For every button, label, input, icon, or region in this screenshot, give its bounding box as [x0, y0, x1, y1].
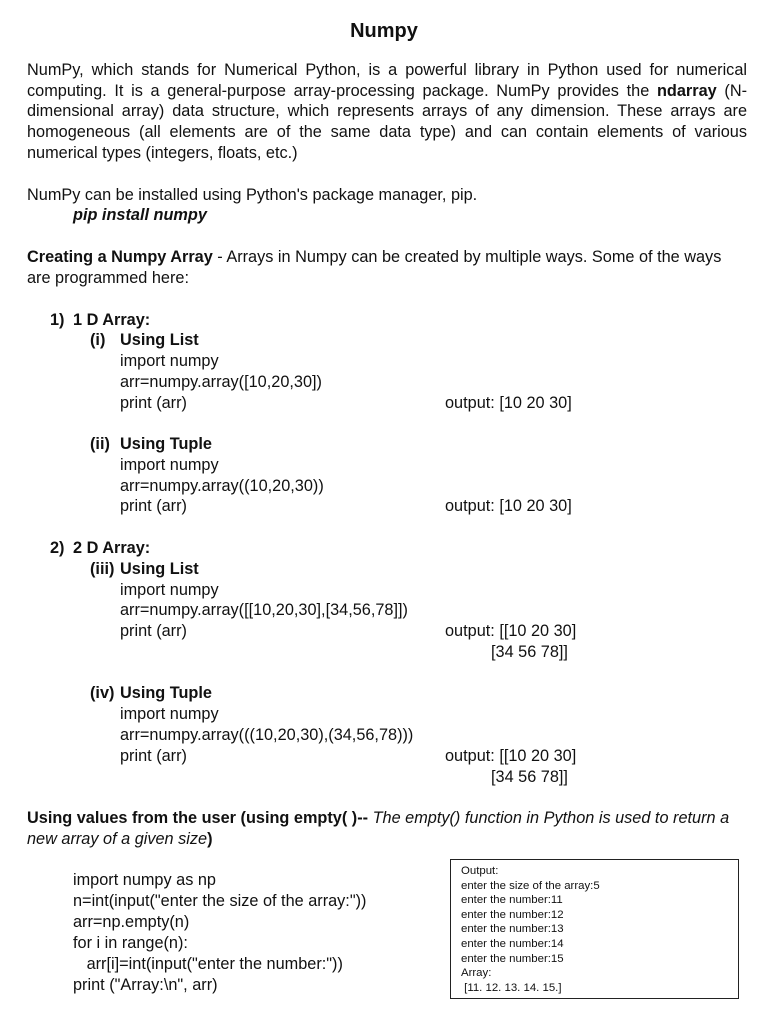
output-box-line: Output: [461, 865, 499, 877]
section1-number: 1) [50, 311, 65, 329]
output-box-line: enter the number:12 [461, 908, 564, 921]
section2-number: 2) [50, 539, 65, 557]
user-heading: Using values from the user (using empty( )-- [27, 809, 369, 827]
output-box-line: [11. 12. 13. 14. 15.] [461, 981, 562, 994]
code-line: import numpy as np [73, 871, 216, 889]
section2-sub2-title: Using Tuple [120, 684, 212, 702]
code-line: print ("Array:\n", arr) [73, 976, 218, 994]
output-box-line: enter the number:11 [461, 894, 563, 907]
code-line: import numpy [120, 352, 219, 370]
output-box-line: enter the number:15 [461, 952, 564, 965]
code-line: arr[i]=int(input("enter the number:")) [73, 955, 343, 973]
section2-sub2-label: (iv) [90, 684, 115, 702]
output-box-line: enter the number:14 [461, 937, 564, 950]
intro-ndarray: ndarray [656, 81, 717, 100]
section1-heading: 1 D Array: [73, 311, 151, 329]
output-text: output: [10 20 30] [445, 394, 572, 412]
creating-heading: Creating a Numpy Array [27, 248, 213, 266]
output-box-line: enter the size of the array:5 [461, 879, 600, 892]
code-line: import numpy [120, 581, 219, 599]
section1-sub1-title: Using List [120, 331, 199, 349]
section1-sub2-label: (ii) [90, 435, 110, 453]
section2-sub1-label: (iii) [90, 560, 115, 578]
code-line: n=int(input("enter the size of the array:")) [73, 892, 367, 910]
section2-sub1-title: Using List [120, 560, 199, 578]
page-title: Numpy [350, 20, 418, 42]
code-line: import numpy [120, 705, 219, 723]
install-command: pip install numpy [73, 206, 207, 224]
user-close-paren: ) [207, 829, 213, 848]
section1-sub2-title: Using Tuple [120, 435, 212, 453]
code-line: arr=numpy.array(((10,20,30),(34,56,78))) [120, 726, 414, 744]
code-line: arr=numpy.array([10,20,30]) [120, 373, 322, 391]
creating-text: - Arrays in Numpy can be created by multiple ways. Some of the ways are programmed here: [27, 248, 722, 287]
code-line: print (arr) [120, 622, 187, 640]
intro-text-1: NumPy, which stands for Numerical Python, is a powerful library in Python used for numerical computing. It is a general-purpose array-processing package. NumPy provides the [27, 61, 747, 100]
code-line: arr=numpy.array([[10,20,30],[34,56,78]]) [120, 601, 408, 619]
code-line: print (arr) [120, 497, 187, 515]
output-text: output: [10 20 30] [445, 497, 572, 515]
code-line: arr=numpy.array((10,20,30)) [120, 477, 324, 495]
install-text: NumPy can be installed using Python's package manager, pip. [27, 186, 478, 204]
code-line: for i in range(n): [73, 934, 188, 952]
section1-sub1-label: (i) [90, 331, 106, 349]
code-line: print (arr) [120, 747, 187, 765]
output-text: output: [[10 20 30] [445, 622, 577, 640]
section2-heading: 2 D Array: [73, 539, 151, 557]
intro-paragraph [27, 60, 747, 164]
output-box [450, 859, 739, 999]
output-box-line: enter the number:13 [461, 923, 564, 936]
user-paragraph [27, 808, 742, 849]
code-line: import numpy [120, 456, 219, 474]
code-line: print (arr) [120, 394, 187, 412]
output-text: [34 56 78]] [491, 643, 568, 661]
creating-paragraph [27, 247, 742, 288]
user-description: The empty() function in Python is used to return a new array of a given size [27, 809, 730, 848]
output-text: output: [[10 20 30] [445, 747, 577, 765]
output-text: [34 56 78]] [491, 768, 568, 786]
output-box-line: Array: [461, 967, 492, 980]
intro-text-2: (N-dimensional array) data structure, which represents arrays of any dimension. These arrays are homogeneous (all elements are of the same data type) and can contain elements of various numerical types (integers, floats, etc.) [27, 81, 748, 162]
code-line: arr=np.empty(n) [73, 913, 190, 931]
